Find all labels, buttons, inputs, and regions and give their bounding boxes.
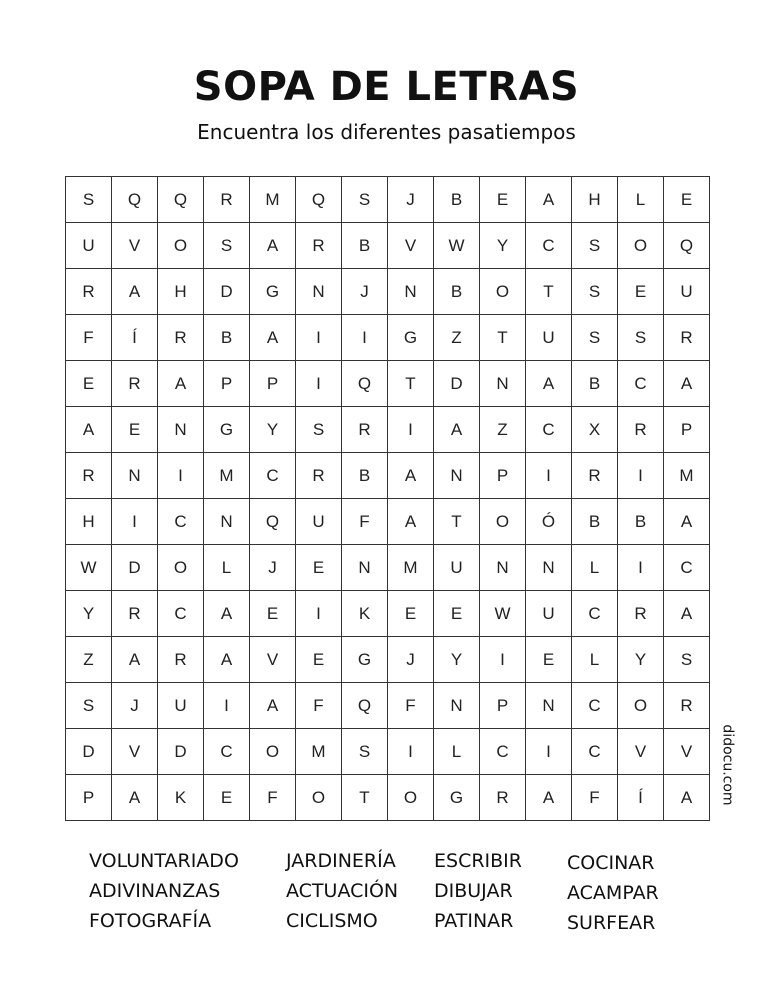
- grid-cell: N: [296, 269, 342, 315]
- grid-cell: S: [618, 315, 664, 361]
- grid-cell: B: [342, 223, 388, 269]
- grid-cell: U: [664, 269, 710, 315]
- grid-cell: N: [112, 453, 158, 499]
- word-item: JARDINERÍA: [286, 850, 396, 872]
- grid-cell: U: [158, 683, 204, 729]
- grid-cell: C: [158, 499, 204, 545]
- grid-cell: U: [526, 591, 572, 637]
- word-list-column-2: [286, 846, 398, 936]
- grid-cell: A: [664, 591, 710, 637]
- grid-cell: O: [618, 683, 664, 729]
- grid-cell: N: [158, 407, 204, 453]
- grid-cell: C: [250, 453, 296, 499]
- grid-cell: W: [434, 223, 480, 269]
- grid-cell: I: [342, 315, 388, 361]
- grid-cell: L: [618, 177, 664, 223]
- grid-cell: M: [664, 453, 710, 499]
- grid-cell: V: [664, 729, 710, 775]
- grid-cell: N: [204, 499, 250, 545]
- grid-cell: R: [296, 223, 342, 269]
- grid-cell: P: [480, 453, 526, 499]
- grid-cell: E: [388, 591, 434, 637]
- grid-cell: U: [296, 499, 342, 545]
- grid-cell: R: [66, 453, 112, 499]
- grid-cell: A: [664, 499, 710, 545]
- grid-cell: O: [158, 545, 204, 591]
- grid-cell: H: [158, 269, 204, 315]
- grid-cell: S: [296, 407, 342, 453]
- grid-cell: T: [480, 315, 526, 361]
- grid-cell: B: [204, 315, 250, 361]
- grid-cell: C: [480, 729, 526, 775]
- word-item: ESCRIBIR: [434, 850, 522, 872]
- grid-cell: Y: [434, 637, 480, 683]
- grid-cell: A: [250, 223, 296, 269]
- grid-cell: E: [480, 177, 526, 223]
- grid-cell: I: [526, 729, 572, 775]
- grid-cell: L: [204, 545, 250, 591]
- grid-cell: R: [664, 315, 710, 361]
- word-list-column-3: [434, 846, 522, 936]
- grid-cell: C: [618, 361, 664, 407]
- grid-cell: L: [434, 729, 480, 775]
- grid-cell: L: [572, 637, 618, 683]
- grid-cell: J: [388, 177, 434, 223]
- grid-cell: R: [158, 637, 204, 683]
- grid-cell: Y: [250, 407, 296, 453]
- grid-cell: S: [572, 269, 618, 315]
- grid-cell: R: [158, 315, 204, 361]
- grid-cell: F: [388, 683, 434, 729]
- grid-cell: K: [342, 591, 388, 637]
- grid-cell: I: [618, 545, 664, 591]
- word-item: DIBUJAR: [434, 880, 513, 902]
- grid-cell: Y: [66, 591, 112, 637]
- word-item: PATINAR: [434, 910, 514, 932]
- grid-cell: Q: [342, 361, 388, 407]
- watermark: [713, 720, 743, 810]
- grid-cell: M: [204, 453, 250, 499]
- grid-cell: G: [204, 407, 250, 453]
- grid-cell: P: [250, 361, 296, 407]
- word-list-column-4: [567, 848, 659, 938]
- grid-cell: R: [112, 591, 158, 637]
- grid-cell: Q: [112, 177, 158, 223]
- grid-cell: A: [66, 407, 112, 453]
- grid-cell: D: [66, 729, 112, 775]
- grid-cell: I: [296, 361, 342, 407]
- grid-cell: S: [342, 177, 388, 223]
- grid-cell: R: [618, 407, 664, 453]
- grid-cell: I: [296, 315, 342, 361]
- grid-cell: V: [388, 223, 434, 269]
- grid-cell: A: [664, 361, 710, 407]
- grid-cell: E: [250, 591, 296, 637]
- grid-cell: R: [342, 407, 388, 453]
- grid-cell: A: [388, 453, 434, 499]
- grid-cell: C: [572, 729, 618, 775]
- grid-cell: S: [342, 729, 388, 775]
- grid-cell: N: [434, 453, 480, 499]
- grid-cell: Í: [618, 775, 664, 821]
- grid-cell: T: [342, 775, 388, 821]
- grid-cell: I: [526, 453, 572, 499]
- grid-cell: S: [572, 315, 618, 361]
- grid-cell: N: [526, 683, 572, 729]
- grid-cell: P: [480, 683, 526, 729]
- grid-cell: A: [526, 361, 572, 407]
- grid-cell: I: [112, 499, 158, 545]
- grid-cell: D: [434, 361, 480, 407]
- grid-cell: E: [296, 637, 342, 683]
- grid-cell: R: [204, 177, 250, 223]
- grid-cell: G: [250, 269, 296, 315]
- grid-cell: A: [204, 637, 250, 683]
- grid-cell: F: [66, 315, 112, 361]
- grid-cell: B: [434, 269, 480, 315]
- grid-cell: H: [572, 177, 618, 223]
- grid-cell: A: [250, 683, 296, 729]
- grid-cell: E: [526, 637, 572, 683]
- word-item: VOLUNTARIADO: [89, 850, 239, 872]
- grid-cell: U: [434, 545, 480, 591]
- grid-cell: O: [388, 775, 434, 821]
- grid-cell: Q: [342, 683, 388, 729]
- grid-cell: A: [112, 269, 158, 315]
- word-list-column-1: [89, 846, 239, 936]
- grid-cell: R: [618, 591, 664, 637]
- grid-cell: N: [480, 361, 526, 407]
- grid-cell: O: [250, 729, 296, 775]
- grid-cell: B: [572, 499, 618, 545]
- grid-cell: U: [66, 223, 112, 269]
- grid-cell: E: [112, 407, 158, 453]
- grid-cell: T: [388, 361, 434, 407]
- grid-cell: A: [112, 637, 158, 683]
- grid-cell: W: [480, 591, 526, 637]
- grid-cell: V: [112, 729, 158, 775]
- grid-cell: R: [112, 361, 158, 407]
- word-item: CICLISMO: [286, 910, 378, 932]
- grid-cell: B: [342, 453, 388, 499]
- word-item: ADIVINANZAS: [89, 880, 221, 902]
- grid-cell: K: [158, 775, 204, 821]
- grid-cell: I: [480, 637, 526, 683]
- grid-cell: S: [664, 637, 710, 683]
- grid-cell: M: [296, 729, 342, 775]
- grid-cell: S: [204, 223, 250, 269]
- grid-cell: A: [250, 315, 296, 361]
- grid-cell: O: [158, 223, 204, 269]
- grid-cell: Z: [480, 407, 526, 453]
- grid-cell: C: [572, 591, 618, 637]
- grid-cell: A: [664, 775, 710, 821]
- grid-cell: N: [434, 683, 480, 729]
- grid-cell: E: [434, 591, 480, 637]
- grid-cell: I: [388, 729, 434, 775]
- grid-cell: J: [250, 545, 296, 591]
- word-item: COCINAR: [567, 852, 655, 874]
- grid-cell: F: [342, 499, 388, 545]
- grid-cell: J: [342, 269, 388, 315]
- grid-cell: T: [434, 499, 480, 545]
- grid-cell: C: [664, 545, 710, 591]
- grid-cell: N: [526, 545, 572, 591]
- grid-cell: N: [342, 545, 388, 591]
- grid-cell: T: [526, 269, 572, 315]
- word-item: ACTUACIÓN: [286, 880, 399, 902]
- grid-cell: I: [618, 453, 664, 499]
- grid-cell: V: [250, 637, 296, 683]
- grid-cell: J: [112, 683, 158, 729]
- grid-cell: Ó: [526, 499, 572, 545]
- grid-cell: V: [618, 729, 664, 775]
- grid-cell: Q: [296, 177, 342, 223]
- grid-cell: G: [342, 637, 388, 683]
- grid-cell: U: [526, 315, 572, 361]
- page-subtitle: Encuentra los diferentes pasatiempos: [197, 120, 576, 144]
- grid-cell: S: [66, 683, 112, 729]
- grid-cell: I: [204, 683, 250, 729]
- grid-cell: F: [250, 775, 296, 821]
- grid-cell: S: [66, 177, 112, 223]
- grid-cell: N: [388, 269, 434, 315]
- grid-cell: S: [572, 223, 618, 269]
- grid-cell: Q: [158, 177, 204, 223]
- grid-cell: C: [572, 683, 618, 729]
- grid-cell: Z: [66, 637, 112, 683]
- grid-cell: C: [204, 729, 250, 775]
- grid-cell: E: [66, 361, 112, 407]
- grid-cell: A: [112, 775, 158, 821]
- grid-cell: E: [664, 177, 710, 223]
- grid-cell: R: [572, 453, 618, 499]
- page-title: SOPA DE LETRAS: [193, 64, 580, 110]
- grid-cell: Q: [664, 223, 710, 269]
- grid-cell: J: [388, 637, 434, 683]
- grid-cell: C: [526, 223, 572, 269]
- watermark-text: didocu.com: [720, 724, 736, 806]
- grid-cell: G: [388, 315, 434, 361]
- grid-cell: R: [480, 775, 526, 821]
- grid-cell: R: [664, 683, 710, 729]
- grid-cell: C: [158, 591, 204, 637]
- grid-cell: D: [112, 545, 158, 591]
- grid-cell: E: [204, 775, 250, 821]
- grid-cell: B: [434, 177, 480, 223]
- grid-cell: P: [204, 361, 250, 407]
- grid-cell: Í: [112, 315, 158, 361]
- grid-cell: E: [296, 545, 342, 591]
- word-item: ACAMPAR: [567, 882, 659, 904]
- grid-cell: G: [434, 775, 480, 821]
- grid-cell: P: [664, 407, 710, 453]
- grid-cell: O: [618, 223, 664, 269]
- grid-cell: I: [296, 591, 342, 637]
- grid-cell: P: [66, 775, 112, 821]
- grid-cell: W: [66, 545, 112, 591]
- grid-cell: Y: [480, 223, 526, 269]
- grid-cell: O: [480, 499, 526, 545]
- grid-cell: F: [296, 683, 342, 729]
- grid-cell: I: [158, 453, 204, 499]
- grid-cell: I: [388, 407, 434, 453]
- letter-grid: [65, 176, 710, 821]
- grid-cell: X: [572, 407, 618, 453]
- grid-cell: B: [618, 499, 664, 545]
- grid-cell: H: [66, 499, 112, 545]
- grid-cell: D: [158, 729, 204, 775]
- grid-cell: M: [388, 545, 434, 591]
- grid-cell: A: [158, 361, 204, 407]
- grid-cell: M: [250, 177, 296, 223]
- grid-cell: B: [572, 361, 618, 407]
- grid-cell: Z: [434, 315, 480, 361]
- grid-cell: L: [572, 545, 618, 591]
- grid-cell: E: [618, 269, 664, 315]
- grid-cell: A: [388, 499, 434, 545]
- grid-cell: D: [204, 269, 250, 315]
- grid-cell: R: [66, 269, 112, 315]
- grid-cell: O: [480, 269, 526, 315]
- grid-cell: V: [112, 223, 158, 269]
- grid-cell: C: [526, 407, 572, 453]
- word-item: FOTOGRAFÍA: [89, 910, 212, 932]
- grid-cell: R: [296, 453, 342, 499]
- grid-cell: F: [572, 775, 618, 821]
- grid-cell: N: [480, 545, 526, 591]
- grid-cell: Q: [250, 499, 296, 545]
- word-item: SURFEAR: [567, 912, 656, 934]
- grid-cell: A: [526, 775, 572, 821]
- grid-cell: A: [204, 591, 250, 637]
- grid-cell: O: [296, 775, 342, 821]
- grid-cell: Y: [618, 637, 664, 683]
- grid-cell: A: [526, 177, 572, 223]
- grid-cell: A: [434, 407, 480, 453]
